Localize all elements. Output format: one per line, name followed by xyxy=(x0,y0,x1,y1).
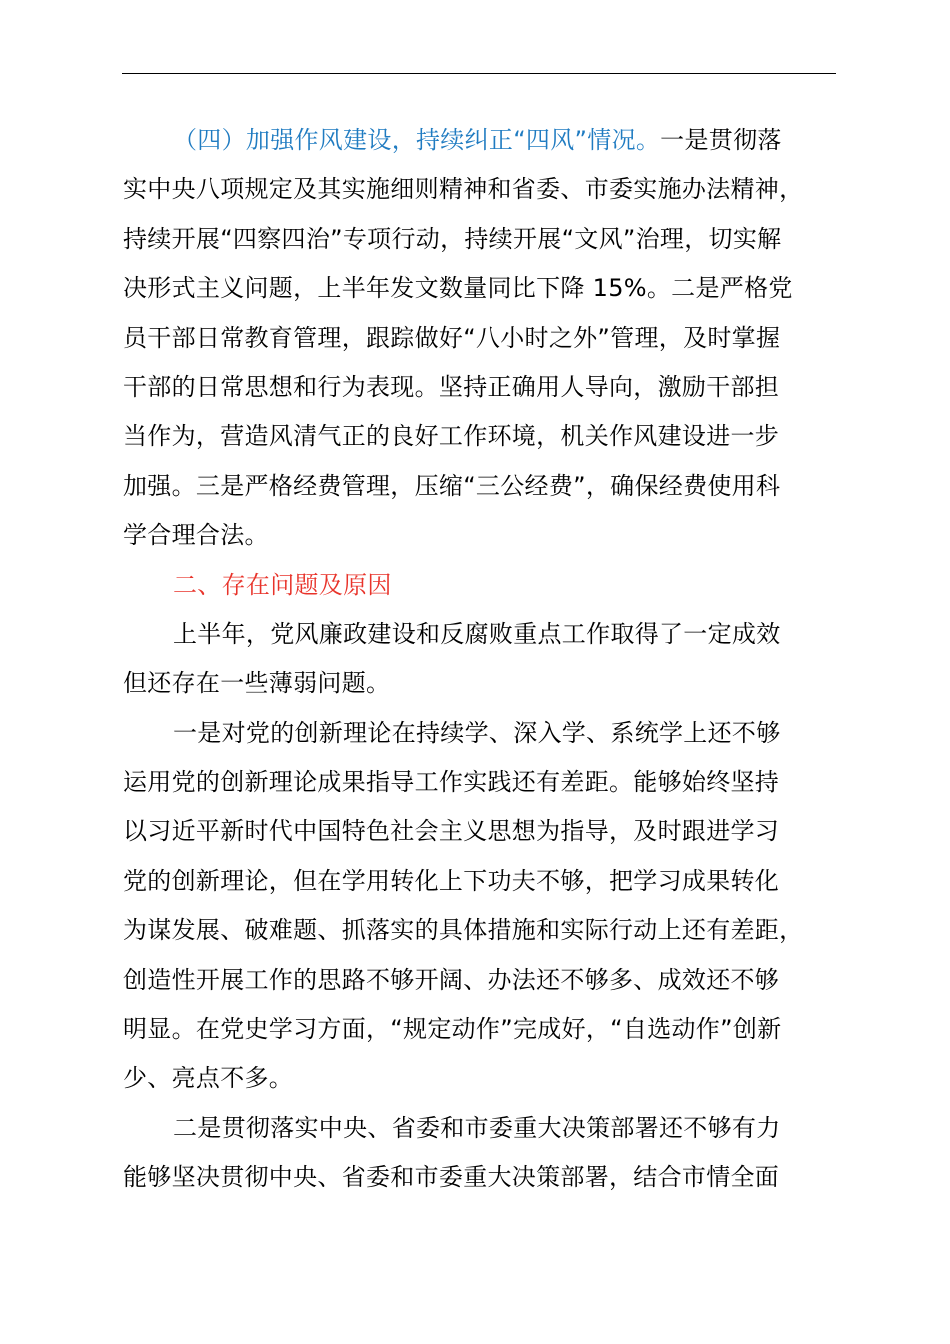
paragraph-3-line-1: 一是对党的创新理论在持续学、深入学、系统学上还不够 xyxy=(173,718,781,747)
document-body xyxy=(123,116,837,1203)
paragraph-text: 一是贯彻落 xyxy=(660,126,782,154)
paragraph-line: 能够坚决贯彻中央、省委和市委重大决策部署，结合市情全面 xyxy=(123,1163,780,1192)
paragraph-line: 明显。在党史学习方面，“规定动作”完成好，“自选动作”创新 xyxy=(123,1015,782,1044)
paragraph-line: 干部的日常思想和行为表现。坚持正确用人导向，激励干部担 xyxy=(123,372,780,401)
paragraph-line: 实中央八项规定及其实施细则精神和省委、市委实施办法精神， xyxy=(123,175,804,204)
paragraph-line: 少、亮点不多。 xyxy=(123,1064,294,1093)
paragraph-1-line-1 xyxy=(123,116,837,165)
paragraph-line: 决形式主义问题，上半年发文数量同比下降 15%。二是严格党 xyxy=(123,274,793,303)
paragraph-line: 加强。三是严格经费管理，压缩“三公经费”，确保经费使用科 xyxy=(123,471,781,500)
paragraph-line: 学合理合法。 xyxy=(123,521,269,550)
paragraph-line: 持续开展“四察四治”专项行动，持续开展“文风”治理，切实解 xyxy=(123,224,782,253)
header-rule xyxy=(122,73,836,74)
paragraph-line: 但还存在一些薄弱问题。 xyxy=(123,669,391,698)
section-heading: （四）加强作风建设，持续纠正“四风”情况。 xyxy=(173,126,661,154)
paragraph-line: 创造性开展工作的思路不够开阔、办法还不够多、成效还不够 xyxy=(123,965,780,994)
chapter-heading: 二、存在问题及原因 xyxy=(173,570,392,599)
paragraph-line: 以习近平新时代中国特色社会主义思想为指导，及时跟进学习 xyxy=(123,817,780,846)
paragraph-4-line-1: 二是贯彻落实中央、省委和市委重大决策部署还不够有力 xyxy=(173,1113,781,1142)
paragraph-line: 当作为，营造风清气正的良好工作环境，机关作风建设进一步 xyxy=(123,422,780,451)
paragraph-line: 党的创新理论，但在学用转化上下功夫不够，把学习成果转化 xyxy=(123,866,780,895)
paragraph-line: 员干部日常教育管理，跟踪做好“八小时之外”管理，及时掌握 xyxy=(123,323,781,352)
paragraph-line: 运用党的创新理论成果指导工作实践还有差距。能够始终坚持 xyxy=(123,768,780,797)
paragraph-line: 为谋发展、破难题、抓落实的具体措施和实际行动上还有差距， xyxy=(123,916,804,945)
paragraph-2-line-1: 上半年，党风廉政建设和反腐败重点工作取得了一定成效 xyxy=(173,619,781,648)
